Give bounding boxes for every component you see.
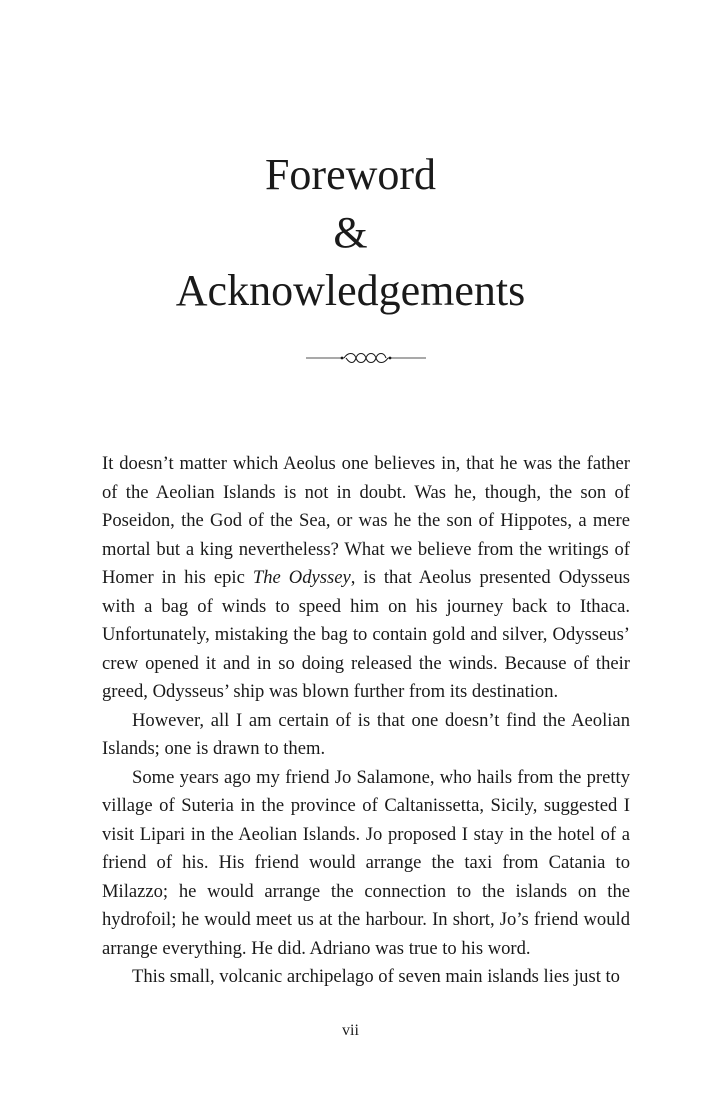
- book-title-italic: The Odyssey: [252, 567, 351, 588]
- paragraph-2: However, all I am certain of is that one doesn’t find the Aeolian Islands; one is drawn to them.: [102, 709, 630, 759]
- paragraph-3: Some years ago my friend Jo Salamone, who hails from the pretty village of Suteria in the province of Caltanissetta, Sicily, suggested I visit Lipari in the Aeolian Islands. Jo proposed I stay in the hotel of a friend of his. His friend would arrange the taxi from Catania to Milazzo; he would arrange the connection to the islands on the hydrofoil; he would meet us at the harbour. In short, Jo’s friend would arrange everything. He did. Adriano was true to his word.: [102, 766, 630, 959]
- paragraph-4: This small, volcanic archipelago of seven main islands lies just to: [132, 966, 620, 987]
- paragraph-1-text: It doesn’t matter which Aeolus one believes in, that he was the father of the Aeolian Islands is not in doubt. Was he, though, the son of Poseidon, the God of the Sea, or was he the son of Hippotes, a mere mortal but a king nevertheless? What we believe from the writings of Homer in his epic: [102, 453, 630, 588]
- title-line-acknowledgements: Acknowledgements: [175, 266, 526, 315]
- scroll-flourish-icon: [306, 350, 426, 366]
- title-line-foreword: Foreword: [264, 150, 437, 199]
- chapter-title: [0, 146, 701, 320]
- title-line-ampersand: &: [333, 208, 368, 257]
- page-number: vii: [342, 1022, 359, 1039]
- paragraph-1: [102, 450, 630, 707]
- paragraph-1-text-cont: , is that Aeolus presented Odysseus with a bag of winds to speed him on his journey back to Ithaca. Unfortunately, mistaking the bag to contain gold and silver, Odysseus’ crew opened it and in so doing released the winds. Because of their greed, Odysseus’ ship was blown further from its destination.: [102, 567, 630, 702]
- body-text: [102, 450, 630, 992]
